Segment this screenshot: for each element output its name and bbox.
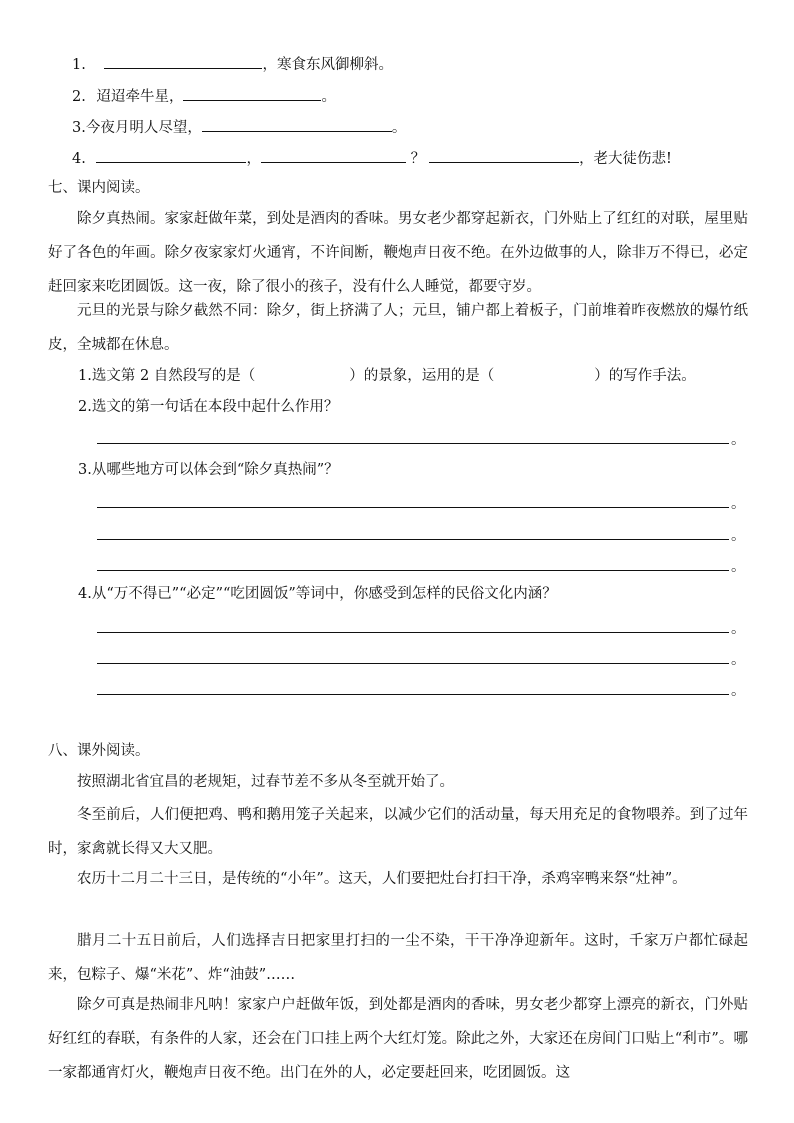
separator: ， (246, 151, 261, 167)
answer-blank[interactable] (183, 86, 321, 101)
answer-blank[interactable] (96, 148, 246, 163)
period: 。 (731, 652, 746, 668)
question-text: ）的景象，运用的是（ (349, 368, 495, 384)
period: 。 (731, 621, 746, 637)
answer-line[interactable] (97, 570, 729, 571)
question-7-3: 3.从哪些地方可以体会到“除夕真热闹”？ (78, 462, 339, 478)
reading-paragraph-p3: 农历十二月二十三日，是传统的“小年”。这天，人们要把灶台打扫干净，杀鸡宰鸭来祭“灶神”。 (77, 871, 687, 887)
answer-line[interactable] (97, 507, 729, 508)
question-number: 1. (72, 57, 86, 73)
question-text: 1.选文第 2 自然段写的是（ (78, 368, 256, 384)
answer-line[interactable] (97, 443, 729, 444)
reading-paragraph-p4: 腊月二十五日前后，人们选择吉日把家里打扫的一尘不染，干干净净迎新年。这时，千家万户都忙碌起来，包粽子、爆“米花”、炸“油鼓”…… (48, 933, 748, 983)
question-number: 2. (72, 89, 86, 105)
answer-line[interactable] (97, 663, 729, 664)
answer-line[interactable] (97, 632, 729, 633)
answer-line[interactable] (97, 539, 729, 540)
poem-line-text: 迢迢牵牛星， (96, 89, 184, 105)
question-text: ）的写作手法。 (594, 368, 696, 384)
period: 。 (321, 89, 336, 105)
reading-paragraph-p1: 按照湖北省宜昌的老规矩，过春节差不多从冬至就开始了。 (77, 774, 454, 790)
period: 。 (731, 528, 746, 544)
answer-line[interactable] (97, 694, 729, 695)
poem-line-text: ，老大徒伤悲! (579, 151, 672, 167)
question-number: 4. (72, 151, 86, 167)
question-7-2: 2.选文的第一句话在本段中起什么作用？ (78, 399, 339, 415)
period: 。 (731, 559, 746, 575)
reading-paragraph-p2: 冬至前后，人们便把鸡、鸭和鹅用笼子关起来，以减少它们的活动量，每天用充足的食物喂养。到了过年时，家禽就长得又大又肥。 (48, 807, 748, 857)
poem-question-4 (72, 148, 672, 169)
period: 。 (731, 496, 746, 512)
period: 。 (391, 120, 407, 136)
section-7-heading: 七、课内阅读。 (48, 180, 150, 196)
reading-paragraph-p5: 除夕可真是热闹非凡呐！家家户户赶做年饭，到处都是酒肉的香味，男女老少都穿上漂亮的新衣，门外贴好红红的春联，有条件的人家，还会在门口挂上两个大红灯笼。除此之外，大家还在房间门口贴上“利市”。哪一家都通宵灯火，鞭炮声日夜不绝。出门在外的人，必定要赶回来，吃团圆饭。这 (48, 997, 748, 1081)
answer-blank[interactable] (202, 117, 392, 132)
poem-line-text: 3.今夜月明人尽望， (72, 120, 202, 136)
reading-paragraph-1: 除夕真热闹。家家赶做年菜，到处是酒肉的香味。男女老少都穿起新衣，门外贴上了红红的对联，屋里贴好了各色的年画。除夕夜家家灯火通宵，不许间断，鞭炮声日夜不绝。在外边做事的人，除非万不得已，必定赶回家来吃团圆饭。这一夜，除了很小的孩子，没有什么人睡觉，都要守岁。 (48, 211, 748, 295)
reading-paragraph-2: 元旦的光景与除夕截然不同：除夕，街上挤满了人；元旦，铺户都上着板子，门前堆着昨夜燃放的爆竹纸皮，全城都在休息。 (48, 303, 748, 353)
poem-line-text: ，寒食东风御柳斜。 (262, 57, 393, 73)
answer-blank[interactable] (429, 148, 579, 163)
question-7-1 (78, 366, 696, 386)
answer-blank[interactable] (104, 54, 262, 69)
answer-blank[interactable] (261, 148, 406, 163)
poem-question-1 (72, 54, 393, 75)
poem-question-2 (72, 86, 336, 107)
separator: ？ (410, 151, 426, 167)
period: 。 (731, 432, 746, 448)
question-7-4: 4.从“万不得已”“必定”“吃团圆饭”等词中，你感受到怎样的民俗文化内涵？ (78, 586, 557, 602)
period: 。 (731, 683, 746, 699)
poem-question-3 (72, 117, 406, 138)
section-8-heading: 八、课外阅读。 (48, 743, 150, 759)
